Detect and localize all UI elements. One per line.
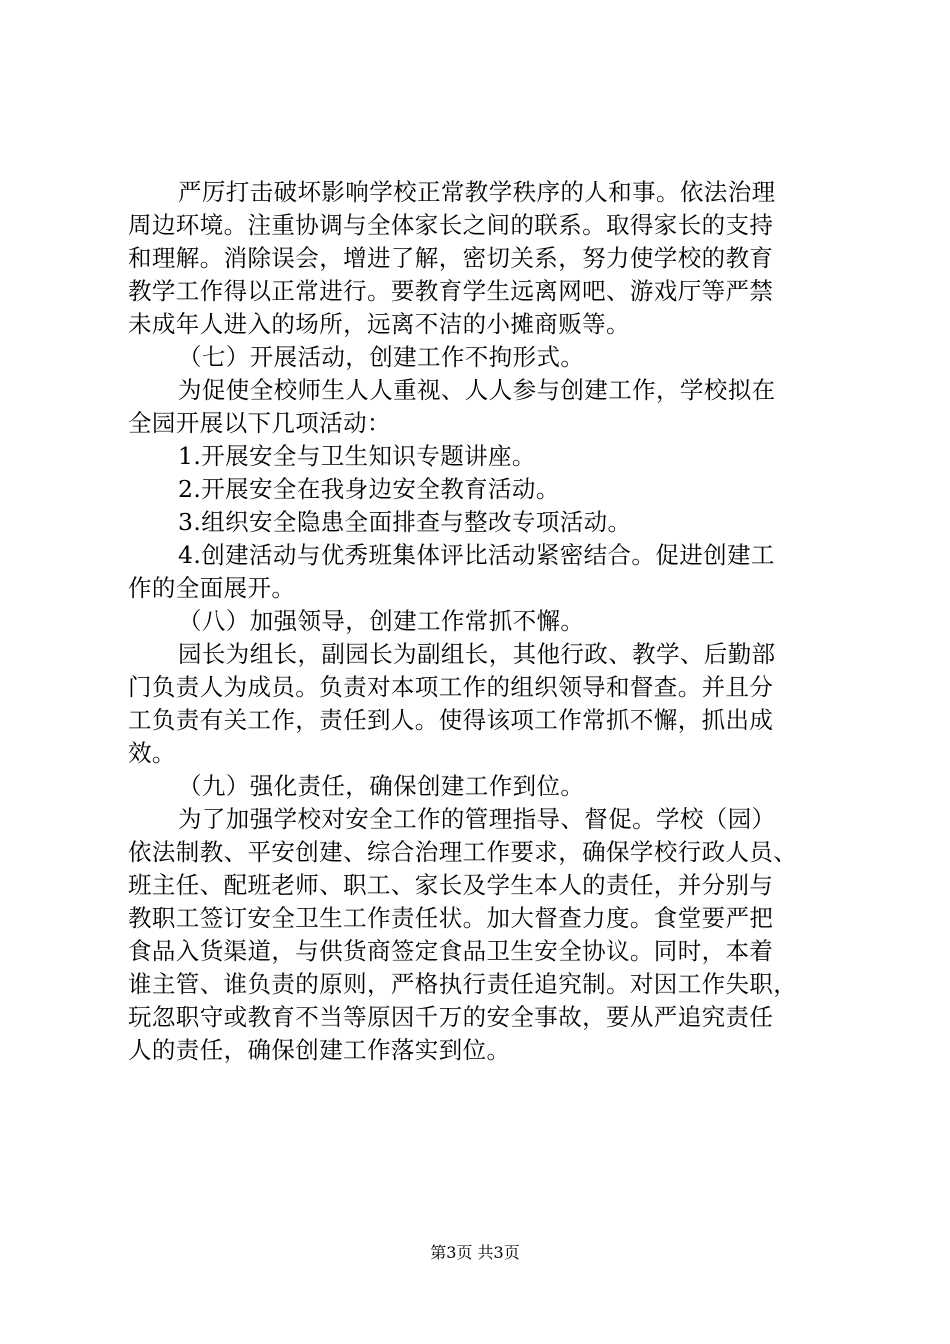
text-line: 工负责有关工作，责任到人。使得该项工作常抓不懈，抓出成	[128, 706, 774, 734]
text-line: 全园开展以下几项活动：	[128, 409, 391, 437]
text-line: 教学工作得以正常进行。要教育学生远离网吧、游戏厅等严禁	[128, 277, 774, 305]
text-line: 玩忽职守或教育不当等原因千万的安全事故，要从严追究责任	[128, 1003, 774, 1031]
text-line: 3.组织安全隐患全面排查与整改专项活动。	[178, 508, 632, 536]
text-line: 效。	[128, 739, 176, 767]
text-line: 2.开展安全在我身边安全教育活动。	[178, 475, 560, 503]
text-line: 为促使全校师生人人重视、人人参与创建工作，学校拟在	[178, 376, 776, 404]
text-line: （八）加强领导，创建工作常抓不懈。	[178, 607, 585, 635]
text-line: 教职工签订安全卫生工作责任状。加大督查力度。食堂要严把	[128, 904, 774, 932]
text-line: 严厉打击破坏影响学校正常教学秩序的人和事。依法治理	[178, 178, 776, 206]
text-line: （九）强化责任，确保创建工作到位。	[178, 772, 585, 800]
text-line: 人的责任，确保创建工作落实到位。	[128, 1036, 511, 1064]
text-line: 和理解。消除误会，增进了解，密切关系，努力使学校的教育	[128, 244, 774, 272]
page-footer: 第3页 共3页	[430, 1243, 520, 1262]
text-line: 班主任、配班老师、职工、家长及学生本人的责任，并分别与	[128, 871, 774, 899]
text-line: 门负责人为成员。负责对本项工作的组织领导和督查。并且分	[128, 673, 774, 701]
text-line: 周边环境。注重协调与全体家长之间的联系。取得家长的支持	[128, 211, 774, 239]
text-line: 4.创建活动与优秀班集体评比活动紧密结合。促进创建工	[178, 541, 775, 569]
text-line: 为了加强学校对安全工作的管理指导、督促。学校（园）	[178, 805, 776, 833]
text-line: 作的全面展开。	[128, 574, 296, 602]
text-line: 未成年人进入的场所，远离不洁的小摊商贩等。	[128, 310, 630, 338]
text-line: 1.开展安全与卫生知识专题讲座。	[178, 442, 536, 470]
text-line: 谁主管、谁负责的原则，严格执行责任追究制。对因工作失职，	[128, 970, 798, 998]
text-line: 食品入货渠道，与供货商签定食品卫生安全协议。同时，本着	[128, 937, 774, 965]
text-line: 依法制教、平安创建、综合治理工作要求，确保学校行政人员、	[128, 838, 798, 866]
document-body	[128, 176, 828, 1067]
text-line: （七）开展活动，创建工作不拘形式。	[178, 343, 585, 371]
text-line: 园长为组长，副园长为副组长，其他行政、教学、后勤部	[178, 640, 776, 668]
